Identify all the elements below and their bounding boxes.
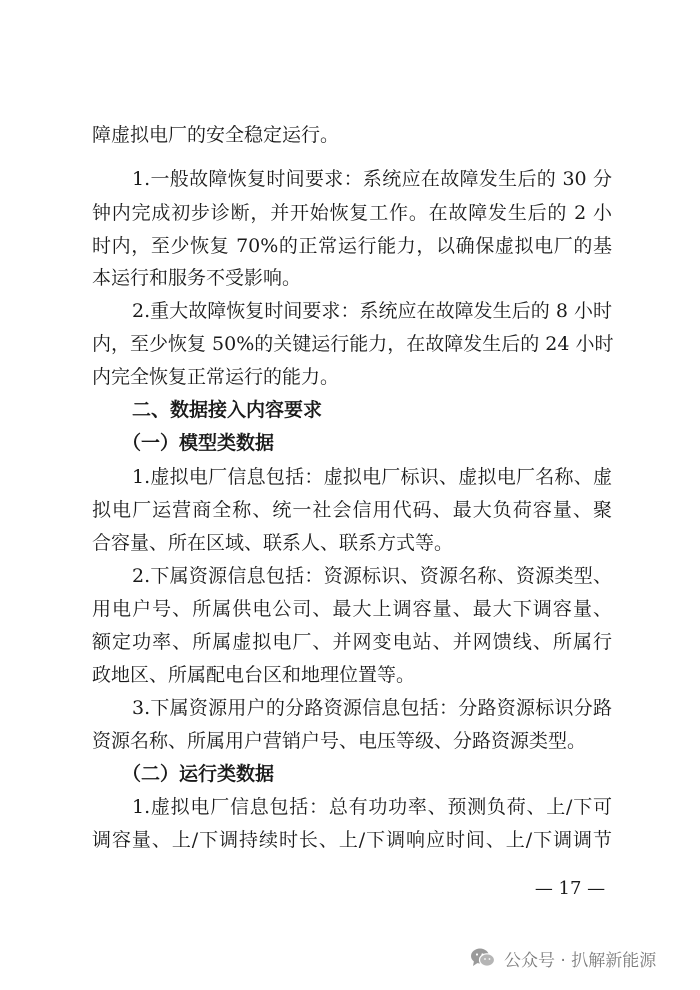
- text-line: 1.一般故障恢复时间要求：系统应在故障发生后的 30 分: [132, 168, 612, 190]
- text-line: 政地区、所属配电台区和地理位置等。: [92, 664, 416, 686]
- text-line: 用电户号、所属供电公司、最大上调容量、最大下调容量、: [92, 598, 612, 620]
- text-line: 本运行和服务不受影响。: [92, 267, 302, 289]
- section-heading: 二、数据接入内容要求: [132, 399, 323, 421]
- page-number: — 17 —: [534, 878, 606, 899]
- section-heading: （一）模型类数据: [122, 432, 275, 454]
- watermark: [470, 944, 656, 972]
- text-line: 资源名称、所属用户营销户号、电压等级、分路资源类型。: [92, 730, 587, 752]
- text-line: 2.下属资源信息包括：资源标识、资源名称、资源类型、: [132, 565, 612, 587]
- text-line: 额定功率、所属虚拟电厂、并网变电站、并网馈线、所属行: [92, 631, 612, 653]
- text-line: 时内，至少恢复 70%的正常运行能力，以确保虚拟电厂的基: [92, 235, 612, 257]
- text-line: 障虚拟电厂的安全稳定运行。: [92, 124, 340, 146]
- text-line: 钟内完成初步诊断，并开始恢复工作。在故障发生后的 2 小: [92, 202, 612, 224]
- text-line: 1.虚拟电厂信息包括：总有功功率、预测负荷、上/下可: [132, 796, 612, 818]
- text-line: 1.虚拟电厂信息包括：虚拟电厂标识、虚拟电厂名称、虚: [132, 466, 612, 488]
- text-line: 内完全恢复正常运行的能力。: [92, 366, 340, 388]
- text-line: 内，至少恢复 50%的关键运行能力，在故障发生后的 24 小时: [92, 333, 614, 355]
- text-line: 拟电厂运营商全称、统一社会信用代码、最大负荷容量、聚: [92, 499, 612, 521]
- watermark-text: 公众号 · 扒解新能源: [504, 950, 657, 971]
- wechat-icon: [470, 947, 496, 969]
- text-line: 2.重大故障恢复时间要求：系统应在故障发生后的 8 小时: [132, 300, 612, 322]
- text-line: 3.下属资源用户的分路资源信息包括：分路资源标识分路: [132, 697, 612, 719]
- text-line: 调容量、上/下调持续时长、上/下调响应时间、上/下调调节: [92, 829, 612, 851]
- text-line: 合容量、所在区域、联系人、联系方式等。: [92, 532, 454, 554]
- section-heading: （二）运行类数据: [122, 763, 275, 785]
